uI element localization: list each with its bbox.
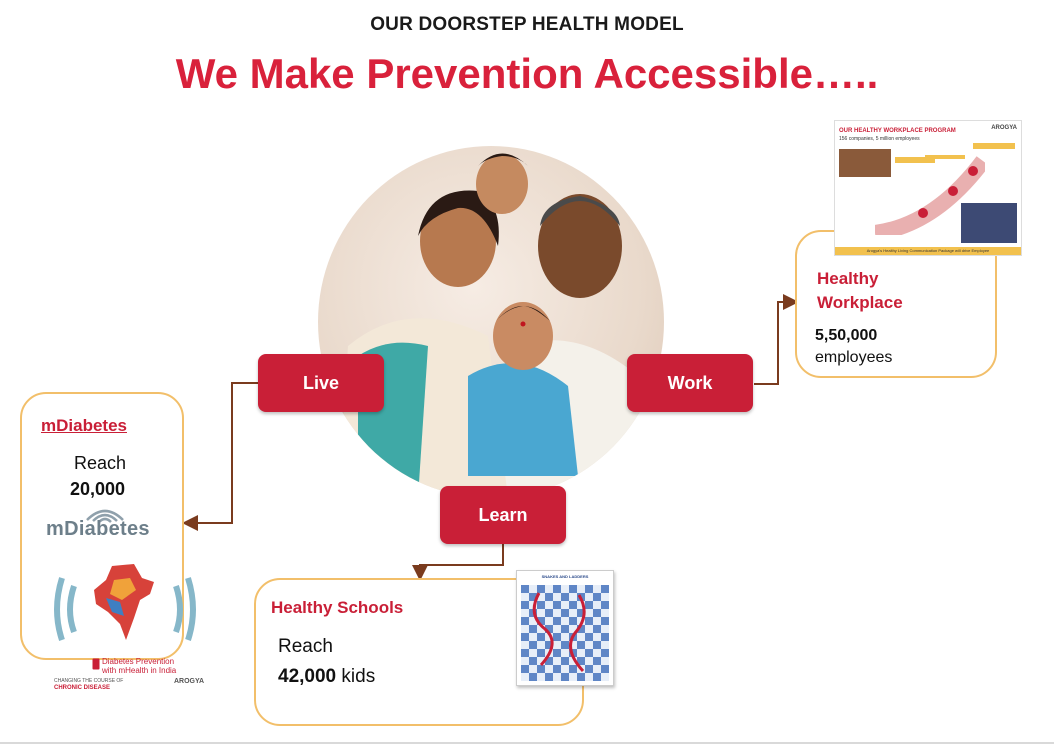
mdiabetes-reach-value: 20,000 [70, 479, 126, 499]
workplace-thumb-footer: Arogya's Healthy Living Communication Package will drive Employee [835, 247, 1021, 255]
workplace-unit: employees [815, 349, 893, 366]
mdiabetes-title: mDiabetes [41, 416, 127, 435]
schools-thumb-title: SNAKES AND LADDERS [541, 574, 589, 579]
india-signal-graphic [50, 560, 200, 660]
workplace-thumbnail [834, 120, 1022, 256]
snakes-ladders-thumbnail [516, 570, 614, 686]
workplace-title-line1: Healthy [817, 269, 879, 288]
bottom-divider [0, 742, 1054, 744]
mdiabetes-footer-bottom: CHRONIC DISEASE [54, 685, 111, 691]
work-button[interactable]: Work [627, 354, 753, 412]
workplace-count: 5,50,000 [815, 327, 878, 344]
workplace-thumb-subtitle: 156 companies, 5 million employees [839, 136, 920, 142]
schools-reach [278, 666, 375, 688]
live-button[interactable]: Live [258, 354, 384, 412]
mdiabetes-caption: Diabetes Prevention with mHealth in India [102, 657, 177, 675]
schools-reach-value: 42,000 [278, 666, 337, 687]
mdiabetes-footer-top: CHANGING THE COURSE OF [54, 678, 124, 684]
workplace-thumb-logo: AROGYA [991, 125, 1017, 131]
page-kicker: OUR DOORSTEP HEALTH MODEL [370, 14, 684, 35]
workplace-title [817, 267, 903, 315]
workplace-title-line2: Workplace [817, 293, 903, 312]
mdiabetes-logo: mDiabetes [46, 518, 150, 540]
schools-reach-label: Reach [278, 636, 333, 657]
mdiabetes-reach-label: Reach [74, 453, 127, 473]
arogya-logo-small: AROGYA [174, 678, 205, 685]
schools-title: Healthy Schools [271, 598, 404, 617]
workplace-thumb-title: OUR HEALTHY WORKPLACE PROGRAM [839, 128, 956, 134]
game-board-graphic [521, 585, 609, 681]
learn-button[interactable]: Learn [440, 486, 566, 544]
workplace-thumb-photo2 [961, 203, 1017, 243]
phone-icon [92, 658, 100, 670]
workplace-thumb-tag [973, 143, 1015, 149]
page-title: We Make Prevention Accessible….. [175, 50, 879, 97]
schools-reach-unit: kids [341, 666, 376, 687]
